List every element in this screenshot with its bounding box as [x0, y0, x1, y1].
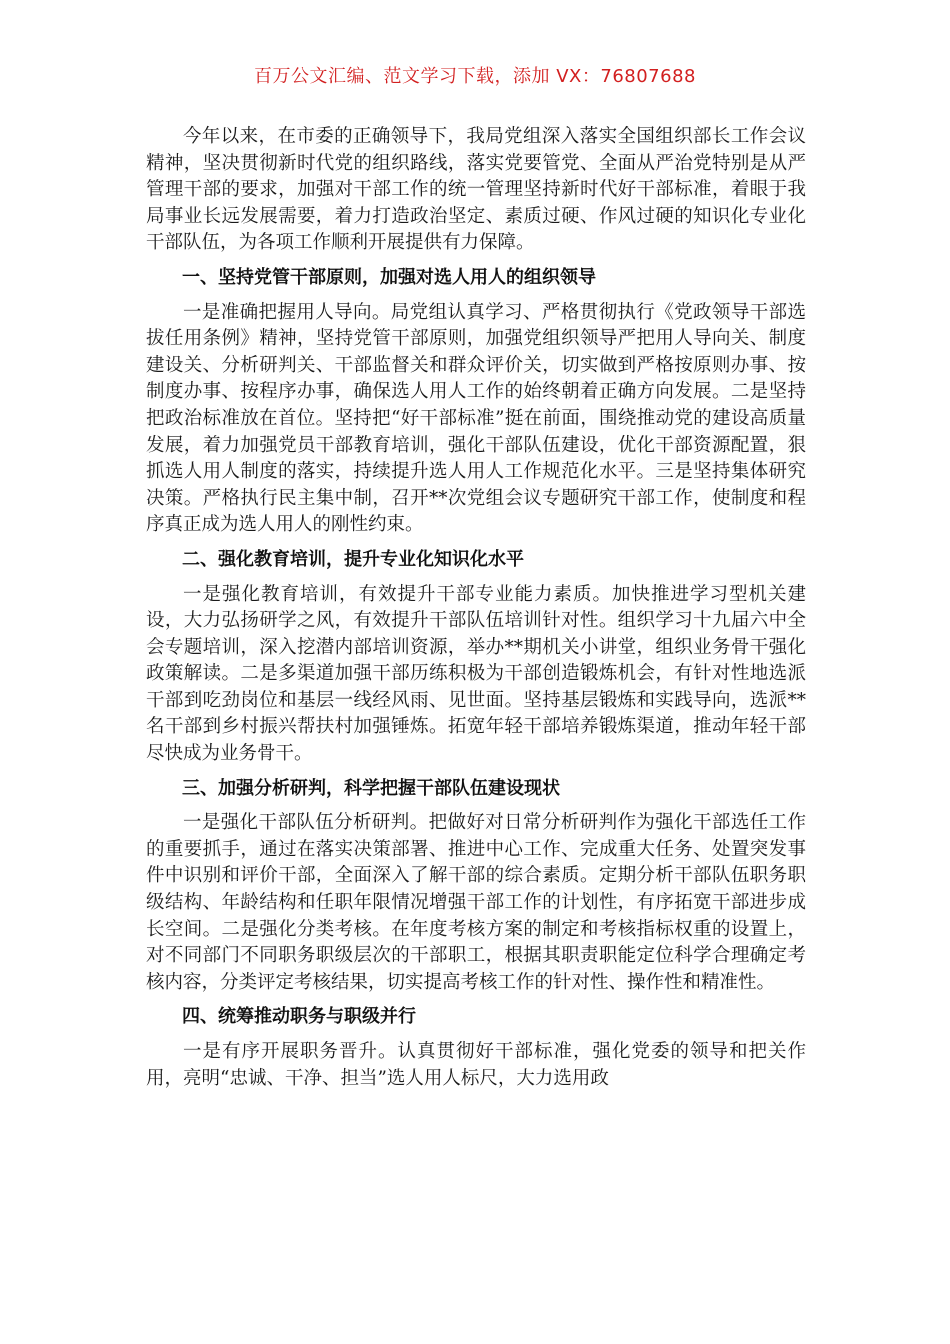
section-body-2: 一是强化教育培训，有效提升干部专业能力素质。加快推进学习型机关建设，大力弘扬研学之风，有效提升干部队伍培训针对性。组织学习十九届六中全会专题培训，深入挖潜内部培训资源，举办**期机关小讲堂，组织业务骨干强化政策解读。二是多渠道加强干部历练积极为干部创造锻炼机会，有针对性地选派干部到吃劲岗位和基层一线经风雨、见世面。坚持基层锻炼和实践导向，选派**名干部到乡村振兴帮扶村加强锤炼。拓宽年轻干部培养锻炼渠道，推动年轻干部尽快成为业务骨干。 [146, 583, 806, 765]
section-heading-2: 二、强化教育培训，提升专业化知识化水平 [182, 548, 524, 570]
header-watermark-text: 百万公文汇编、范文学习下载，添加 VX：76807688 [254, 66, 696, 87]
document-body [146, 124, 806, 1100]
section-heading-1: 一、坚持党管干部原则，加强对选人用人的组织领导 [182, 266, 596, 288]
section-body-1: 一是准确把握用人导向。局党组认真学习、严格贯彻执行《党政领导干部选拔任用条例》精神，坚持党管干部原则，加强党组织领导严把用人导向关、制度建设关、分析研判关、干部监督关和群众评价关，切实做到严格按原则办事、按制度办事、按程序办事，确保选人用人工作的始终朝着正确方向发展。二是坚持把政治标准放在首位。坚持把“好干部标准”挺在前面，围绕推动党的建设高质量发展，着力加强党员干部教育培训，强化干部队伍建设，优化干部资源配置，狠抓选人用人制度的落实，持续提升选人用人工作规范化水平。三是坚持集体研究决策。严格执行民主集中制，召开**次党组会议专题研究干部工作，使制度和程序真正成为选人用人的刚性约束。 [146, 301, 806, 536]
section-body-4: 一是有序开展职务晋升。认真贯彻好干部标准，强化党委的领导和把关作用，亮明“忠诚、干净、担当”选人用人标尺，大力选用政 [146, 1041, 806, 1089]
intro-paragraph: 今年以来，在市委的正确领导下，我局党组深入落实全国组织部长工作会议精神，坚决贯彻新时代党的组织路线，落实党要管党、全面从严治党特别是从严管理干部的要求，加强对干部工作的统一管理坚持新时代好干部标准，着眼于我局事业长远发展需要，着力打造政治坚定、素质过硬、作风过硬的知识化专业化干部队伍，为各项工作顺利开展提供有力保障。 [146, 126, 806, 254]
section-heading-4: 四、统筹推动职务与职级并行 [182, 1006, 416, 1028]
section-heading-3: 三、加强分析研判，科学把握干部队伍建设现状 [182, 777, 560, 799]
section-body-3: 一是强化干部队伍分析研判。把做好对日常分析研判作为强化干部选任工作的重要抓手，通过在落实决策部署、推进中心工作、完成重大任务、处置突发事件中识别和评价干部，全面深入了解干部的综合素质。定期分析干部队伍职务职级结构、年龄结构和任职年限情况增强干部工作的计划性，有序拓宽干部进步成长空间。二是强化分类考核。在年度考核方案的制定和考核指标权重的设置上，对不同部门不同职务职级层次的干部职工，根据其职责职能定位科学合理确定考核内容，分类评定考核结果，切实提高考核工作的针对性、操作性和精准性。 [146, 812, 806, 993]
